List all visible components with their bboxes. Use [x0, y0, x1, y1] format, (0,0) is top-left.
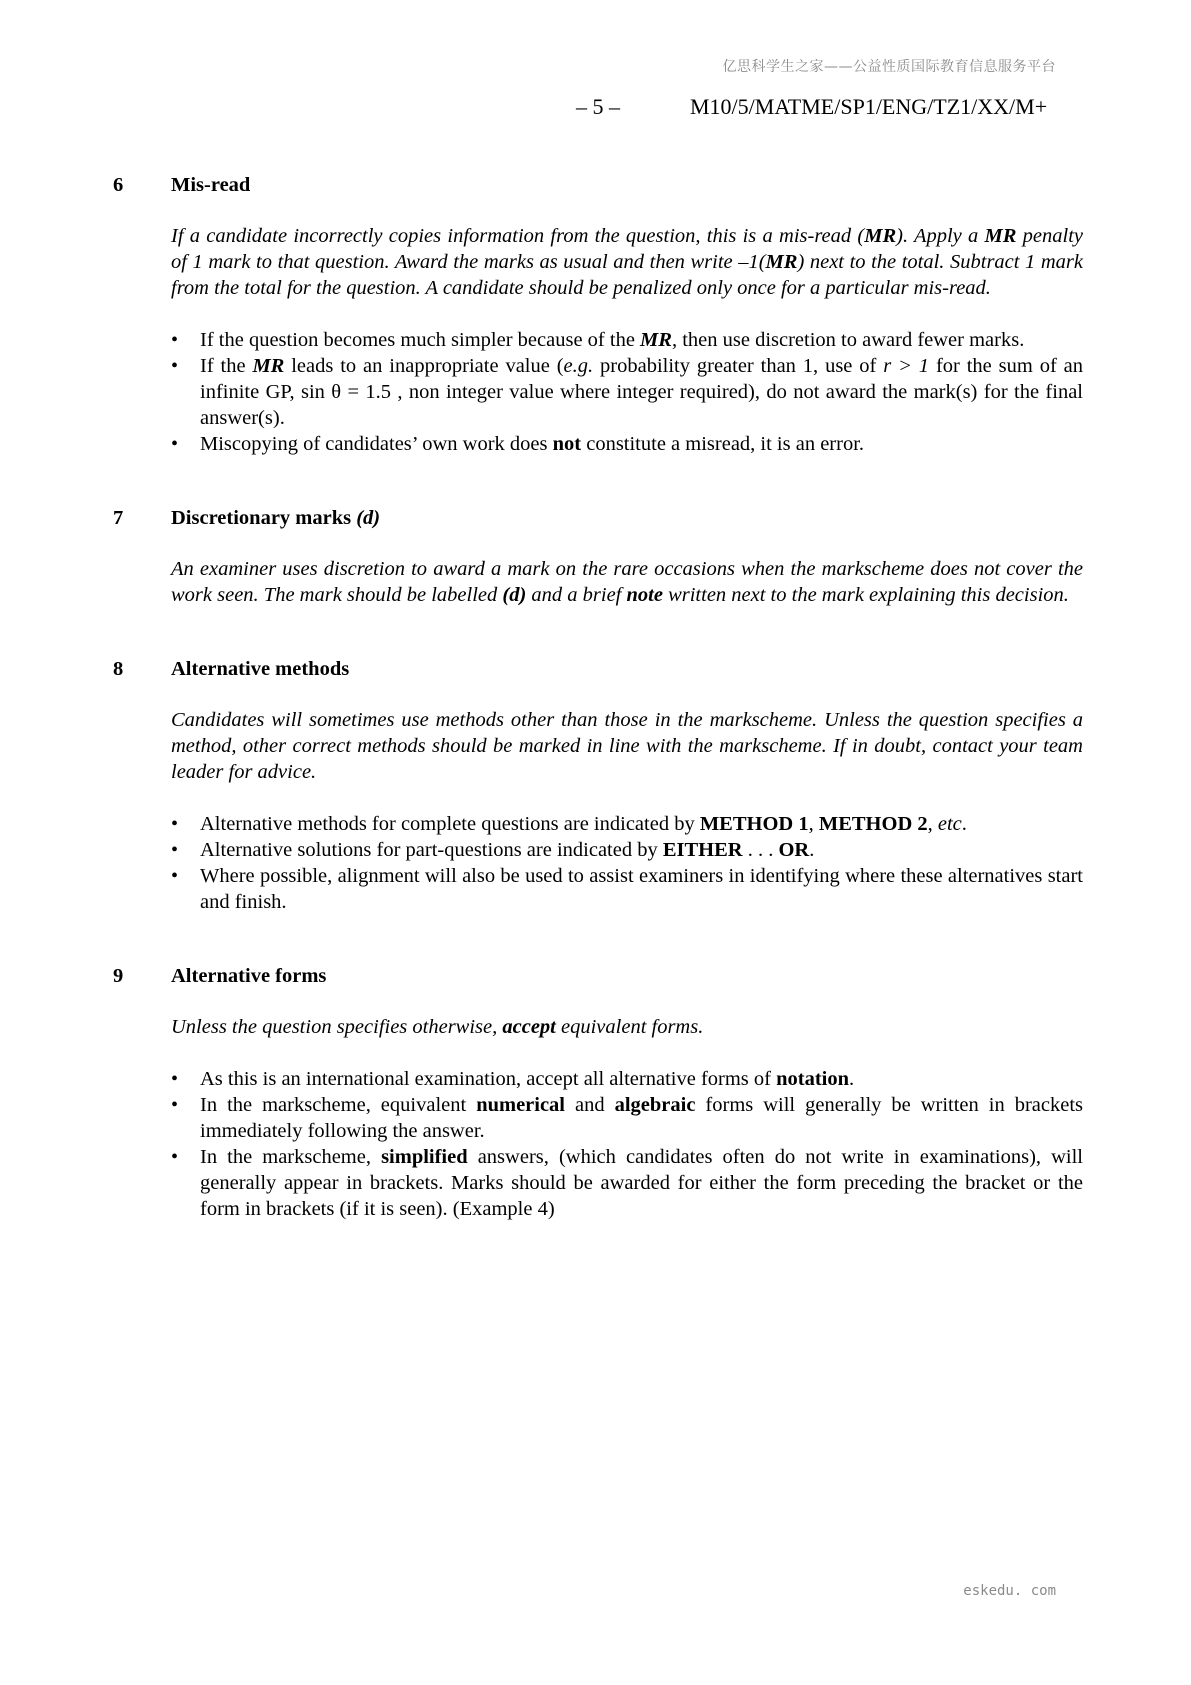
section-number: 6 [113, 174, 124, 196]
section-number: 7 [113, 507, 124, 529]
section-alternative-forms [113, 963, 1083, 1222]
list-item: • If the question becomes much simpler because of the MR, then use discretion to award fewer marks. [171, 327, 1083, 353]
bullet-list [171, 1066, 1083, 1222]
math-expression: sin θ = 1.5 [301, 381, 392, 403]
section-intro: An examiner uses discretion to award a mark on the rare occasions when the markscheme does not cover the work seen. The mark should be labelled (d) and a brief note written next to the mark explaining this decision. [171, 558, 1083, 606]
section-title: Discretionary marks (d) [171, 507, 381, 529]
list-item: • As this is an international examination, accept all alternative forms of notation. [171, 1066, 1083, 1092]
bullet-list [171, 811, 1083, 915]
bullet-list [171, 327, 1083, 457]
section-mis-read [113, 172, 1083, 457]
section-title: Mis-read [171, 174, 251, 196]
section-heading [113, 656, 1083, 682]
document-code: M10/5/MATME/SP1/ENG/TZ1/XX/M+ [690, 94, 1048, 119]
section-title: Alternative methods [171, 658, 350, 680]
section-heading [113, 505, 1083, 531]
section-intro: Unless the question specifies otherwise, accept equivalent forms. [171, 1016, 704, 1038]
list-item: • Where possible, alignment will also be used to assist examiners in identifying where these alternatives start and finish. [171, 863, 1083, 915]
section-heading [113, 172, 1083, 198]
section-alternative-methods [113, 656, 1083, 915]
running-header [0, 94, 1191, 122]
section-intro: If a candidate incorrectly copies information from the question, this is a mis-read (MR). Apply a MR penalty of 1 mark to that question. Award the marks as usual and then write –1(MR) next to the total. Subtract 1 mark from the total for the question. A candidate should be penalized only once for a particular mis-read. [171, 225, 1083, 299]
list-item: • In the markscheme, simplified answers, (which candidates often do not write in examinations), will generally appear in brackets. Marks should be awarded for either the form preceding the bracket or the form in brackets (if it is seen). (Example 4) [171, 1144, 1083, 1222]
page-content [113, 172, 1083, 1270]
list-item: • Alternative solutions for part-questions are indicated by EITHER . . . OR. [171, 837, 1083, 863]
math-expression: r > 1 [883, 355, 930, 377]
watermark-bottom: eskedu. com [963, 1583, 1056, 1599]
section-discretionary-marks [113, 505, 1083, 608]
list-item: • In the markscheme, equivalent numerical and algebraic forms will generally be written in brackets immediately following the answer. [171, 1092, 1083, 1144]
list-item: • If the MR leads to an inappropriate value (e.g. probability greater than 1, use of r > 1 for the sum of an infinite GP, sin θ = 1.5 , non integer value where integer required), do not award the mark(s) for the final answer(s). [171, 353, 1083, 431]
section-number: 9 [113, 965, 124, 987]
watermark-top: 亿思科学生之家——公益性质国际教育信息服务平台 [722, 59, 1056, 75]
section-heading [113, 963, 1083, 989]
page-number: – 5 – [576, 94, 620, 119]
section-intro: Candidates will sometimes use methods other than those in the markscheme. Unless the question specifies a method, other correct methods should be marked in line with the markscheme. If in doubt, contact your team leader for advice. [171, 709, 1083, 783]
section-number: 8 [113, 658, 124, 680]
list-item: • Alternative methods for complete questions are indicated by METHOD 1, METHOD 2, etc. [171, 811, 1083, 837]
list-item: • Miscopying of candidates’ own work does not constitute a misread, it is an error. [171, 431, 1083, 457]
section-title: Alternative forms [171, 965, 327, 987]
